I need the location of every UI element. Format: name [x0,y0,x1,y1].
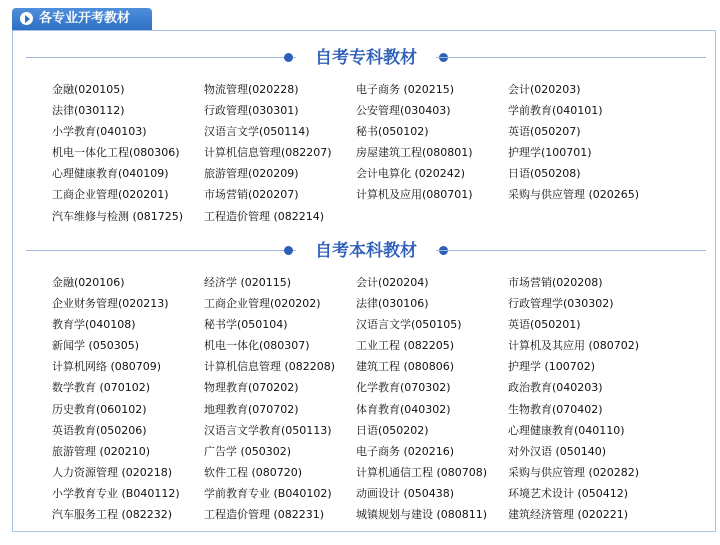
material-link[interactable]: 工业工程 (082205) [356,339,455,353]
material-link[interactable]: 会计电算化 (020242) [356,167,466,181]
material-link[interactable]: 学前教育(040101) [508,104,603,118]
material-link[interactable]: 汉语言文学教育(050113) [204,423,332,437]
material-link[interactable]: 旅游管理(020209) [204,167,299,181]
section-title-associate: 自考专科教材 [315,48,417,68]
material-link[interactable]: 建筑经济管理 (020221) [508,508,629,522]
tab-label: 各专业开考教材 [39,11,131,26]
material-link[interactable]: 心理健康教育(040110) [508,423,625,437]
material-link[interactable]: 建筑工程 (080806) [356,360,455,374]
material-link[interactable]: 对外汉语 (050140) [508,444,607,458]
play-circle-icon [20,12,33,25]
material-link[interactable]: 护理学 (100702) [508,360,596,374]
material-link[interactable]: 计算机及应用(080701) [356,188,473,202]
material-link[interactable]: 日语(050202) [356,423,429,437]
material-link[interactable]: 化学教育(070302) [356,381,451,395]
material-link[interactable]: 物理教育(070202) [204,381,299,395]
material-link[interactable]: 机电一体化工程(080306) [52,146,180,160]
material-link[interactable]: 计算机及其应用 (080702) [508,339,640,353]
material-link[interactable]: 旅游管理 (020210) [52,444,151,458]
material-link[interactable]: 计算机信息管理 (082208) [204,360,336,374]
material-link[interactable]: 汽车服务工程 (082232) [52,508,173,522]
material-link[interactable]: 城镇规划与建设 (080811) [356,508,488,522]
material-link[interactable]: 学前教育专业 (B040102) [204,486,332,500]
material-link[interactable]: 日语(050208) [508,167,581,181]
material-link[interactable]: 采购与供应管理 (020265) [508,188,640,202]
material-link[interactable]: 计算机网络 (080709) [52,360,162,374]
material-link[interactable]: 工程造价管理 (082214) [204,209,325,223]
material-link[interactable]: 生物教育(070402) [508,402,603,416]
material-link[interactable]: 数学教育 (070102) [52,381,151,395]
material-link[interactable]: 采购与供应管理 (020282) [508,465,640,479]
material-link[interactable]: 英语(050207) [508,125,581,139]
section-header-bachelor [26,239,706,263]
material-link[interactable]: 环境艺术设计 (050412) [508,486,629,500]
material-link[interactable]: 汉语言文学(050114) [204,125,310,139]
material-link[interactable]: 市场营销(020207) [204,188,299,202]
section-title-bachelor: 自考本科教材 [315,241,417,261]
material-link[interactable]: 房屋建筑工程(080801) [356,146,473,160]
material-link[interactable]: 心理健康教育(040109) [52,167,169,181]
material-link[interactable]: 法律(030106) [356,297,429,311]
material-link[interactable]: 工程造价管理 (082231) [204,508,325,522]
material-link[interactable]: 英语教育(050206) [52,423,147,437]
divider-line [436,250,706,251]
material-link[interactable]: 英语(050201) [508,318,581,332]
material-link[interactable]: 人力资源管理 (020218) [52,465,173,479]
material-link[interactable]: 小学教育(040103) [52,125,147,139]
section-header-associate [26,46,706,70]
material-link[interactable]: 秘书(050102) [356,125,429,139]
material-link[interactable]: 护理学(100701) [508,146,592,160]
material-link[interactable]: 软件工程 (080720) [204,465,303,479]
material-link[interactable]: 计算机信息管理(082207) [204,146,332,160]
material-link[interactable]: 金融(020105) [52,83,125,96]
tab-course-materials[interactable] [12,8,152,30]
material-link[interactable]: 体育教育(040302) [356,402,451,416]
material-link[interactable]: 公安管理(030403) [356,104,451,118]
material-link[interactable]: 政治教育(040203) [508,381,603,395]
material-link[interactable]: 企业财务管理(020213) [52,297,169,311]
material-link[interactable]: 法律(030112) [52,104,125,118]
material-link[interactable]: 经济学 (020115) [204,276,292,289]
material-link[interactable]: 行政管理(030301) [204,104,299,118]
material-link[interactable]: 计算机通信工程 (080708) [356,465,488,479]
material-link[interactable]: 机电一体化(080307) [204,339,310,353]
bachelor-materials-grid [52,272,692,525]
material-link[interactable]: 教育学(040108) [52,318,136,332]
material-link[interactable]: 汉语言文学(050105) [356,318,462,332]
material-link[interactable]: 会计(020204) [356,276,429,289]
material-link[interactable]: 金融(020106) [52,276,125,289]
material-link[interactable]: 动画设计 (050438) [356,486,455,500]
material-link[interactable]: 地理教育(070702) [204,402,299,416]
material-link[interactable]: 汽车维修与检测 (081725) [52,209,184,223]
material-link[interactable]: 会计(020203) [508,83,581,96]
material-link[interactable]: 行政管理学(030302) [508,297,614,311]
divider-line [436,57,706,58]
material-link[interactable]: 工商企业管理(020202) [204,297,321,311]
material-link[interactable]: 电子商务 (020215) [356,83,455,96]
material-link[interactable]: 历史教育(060102) [52,402,147,416]
tab-bar [12,8,716,32]
material-link[interactable]: 物流管理(020228) [204,83,299,96]
material-link[interactable]: 工商企业管理(020201) [52,188,169,202]
material-link[interactable]: 广告学 (050302) [204,444,292,458]
material-link[interactable]: 秘书学(050104) [204,318,288,332]
material-link[interactable]: 小学教育专业 (B040112) [52,486,180,500]
material-link[interactable]: 电子商务 (020216) [356,444,455,458]
associate-materials-grid [52,79,692,227]
material-link[interactable]: 市场营销(020208) [508,276,603,289]
material-link[interactable]: 新闻学 (050305) [52,339,140,353]
